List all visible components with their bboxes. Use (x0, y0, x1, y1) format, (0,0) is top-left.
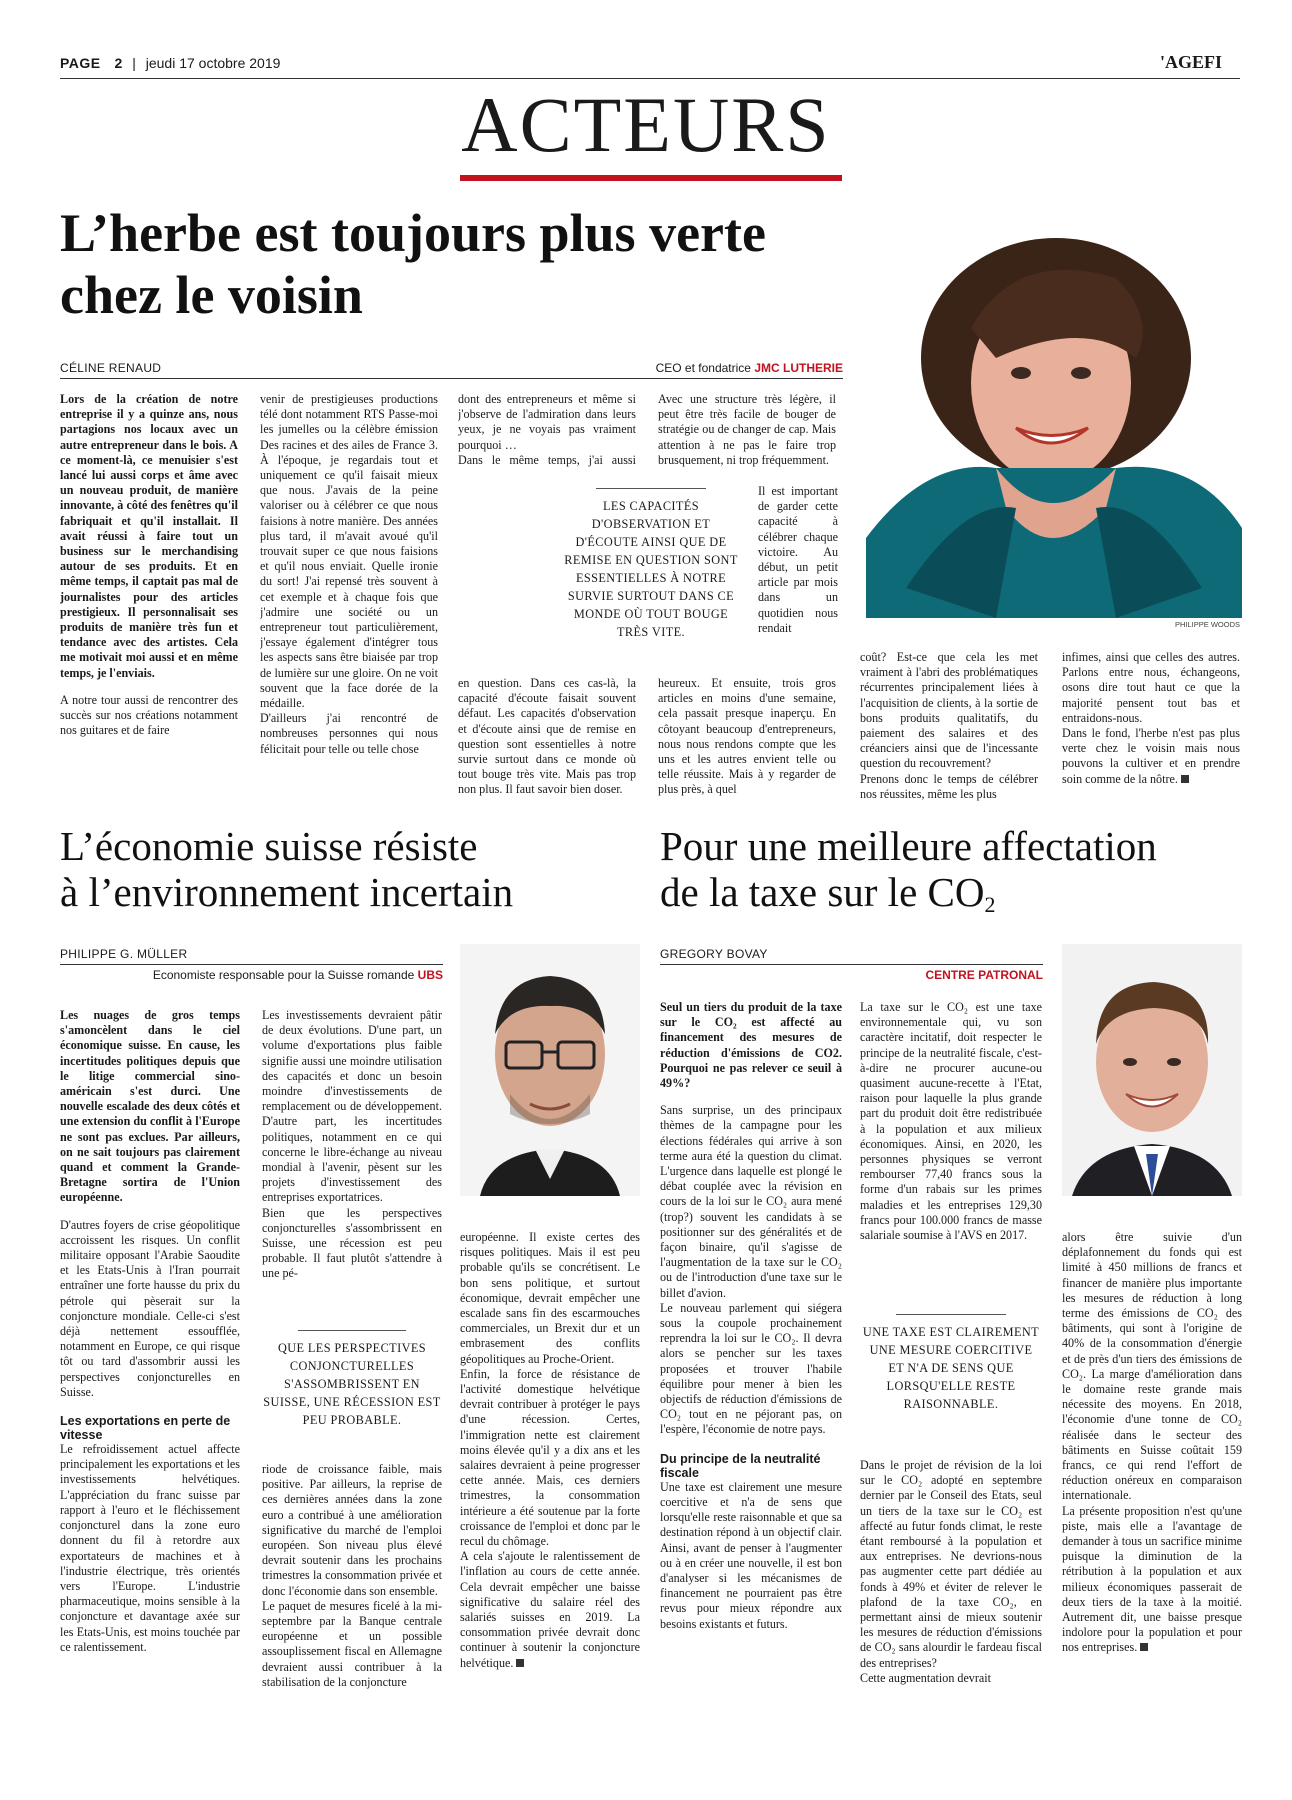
article1-column-1: Lors de la création de notre entreprise il y a quinze ans, nous partagions nos locaux avec un autre entrepreneur dans le bois. A ce moment-là, ce menuisier s'est lancé lui aussi corps et âme avec un nouveau produit, de manière innovante, à côté des fenêtres qu'il fabriquait et qu'il installait. Il avait réussi à faire tout un business sur le merchandising autour de ses produits. Et en même temps, il captait pas mal de journalistes pour des articles prestigieux. Il personnalisait ses produits de manière très fun et tendance avec des artistes. Cela me motivait moi aussi et en même temps, je l'enviais. A notre tour aussi de rencontrer des succès sur nos créations notamment nos guitares et de faire (60, 392, 238, 738)
article2-role: Economiste responsable pour la Suisse romande UBS (152, 968, 443, 982)
article2-author: PHILIPPE G. MÜLLER (60, 947, 188, 961)
article3-column-2-bottom: Dans le projet de révision de la loi sur le CO₂ adopté en septembre dernier par le Conseil des Etats, seul un tiers de la taxe sur le CO₂ est affecté au futur fonds climat, le reste étant remboursé à la population et aux entreprises. Ne devrions-nous pas augmenter cette part dédiée au fonds à 49% et éviter de relever le plafond de la taxe CO₂, en permettant ainsi de mieux soutenir les mesures de réduction d'émissions de CO₂ sans alourdir le fardeau fiscal des entreprises? Cette augmentation devrait (860, 1458, 1042, 1685)
section-underline (460, 175, 842, 181)
article2-pullquote: QUE LES PERSPECTIVES CONJONCTURELLES S'ASSOMBRISSENT EN SUISSE, UNE RÉCESSION EST PEU PROBABLE. (262, 1330, 442, 1429)
article2-photo (460, 944, 640, 1196)
article1-headline: L’herbe est toujours plus verte chez le voisin (60, 203, 766, 325)
article1-byline-rule (60, 378, 843, 379)
article1-column-6: infimes, ainsi que celles des autres. Parlons entre nous, échangeons, osons dire tout haut ce que la majorité pensent tout bas et entraidons-nous. Dans le fond, l'herbe n'est pas plus verte chez le voisin mais nous pouvons la cultiver et en prendre soin comme de la nôtre. (1062, 650, 1240, 786)
article1-column-3-left (458, 466, 550, 676)
article2-column-2-top: Les investissements devraient pâtir de deux évolutions. D'une part, un volume d'exportations plus faible signifie aussi une moindre utilisation des capacités et donc un besoin moindre d'investissements de remplacement ou de développement. D'autre part, les incertitudes politiques, notamment en ce qui concerne le libre-échange au niveau mondial à l'avenir, pèsent sur les projets d'investissement des entreprises exportatrices. Bien que les perspectives conjoncturelles s'assombrissent en Suisse, une récession est peu probable. Il faut plutôt s'attendre à une pé- (262, 1008, 442, 1281)
article2-byline-rule (60, 964, 443, 965)
article1-photo (866, 208, 1242, 618)
header-rule (60, 78, 1240, 79)
page-number: 2 (114, 55, 123, 71)
article2-column-2-bottom: riode de croissance faible, mais positive. Par ailleurs, la reprise de ces dernières années dans la zone euro a contribué à une amélioration significative du marché de l'emploi européen. Son niveau plus élevé devrait soutenir dans les prochains trimestres la consommation privée et donc l'économie dans son ensemble. Le paquet de mesures ficelé à la mi-septembre par la Banque centrale européenne et un possible assouplissement fiscal en Allemagne devraient aussi contribuer à la stabilisation de la conjoncture (262, 1462, 442, 1689)
section-title: ACTEURS (461, 81, 831, 168)
article1-column-2: venir de prestigieuses productions télé dont notamment RTS Passe-moi les jumelles ou la célèbre émission Des racines et des ailes de France 3. À l'époque, je regardais tout et uniquement ce qu'il faisait mieux que nous. J'avais de la peine valoriser ou à célébrer ce que nous faisions à notre manière. Des années plus tard, il m'avait avoué qu'il trouvait super ce que nous faisions et qu'il nous enviait. Quelle ironie du sort! J'ai repensé très souvent à cet exemple et à chaque fois que j'admire une société ou un entrepreneur tout particulièrement, j'essaye également d'intégrer tous les aspects sans être biaisée par trop de lumière sur une gloire. On ne voit souvent que la face dorée de la médaille. D'ailleurs j'ai rencontré de nombreuses personnes qui nous félicitait pour telle ou telle chose (260, 392, 438, 756)
article1-pullquote: LES CAPACITÉS D'OBSERVATION ET D'ÉCOUTE AINSI QUE DE REMISE EN QUESTION SONT ESSENTIELLES À NOTRE SURVIE SURTOUT DANS CE MONDE OÙ TOUT BOUGE TRÈS VITE. (560, 488, 742, 641)
article2-column-3: européenne. Il existe certes des risques politiques. Mais il est peu probable qu'ils se concrétisent. Le bon sens politique, et surtout économique, devrait empêcher une escalade sans fin des escarmouches commerciales, un Brexit dur et un embrasement des conflits géopolitiques au Proche-Orient. Enfin, la force de résistance de l'activité domestique helvétique devrait contribuer à protéger le pays d'une récession. Certes, l'immigration nette est clairement moins élevée qu'il y a dix ans et les salaires devraient à peine progresser cette année. Mais, ces derniers trimestres, la consommation intérieure a été soutenue par la forte croissance de l'emploi et donc par le recul du chômage. A cela s'ajoute le ralentissement de l'inflation au cours de cette année. Cela devrait empêcher une baisse significative du salaire réel des salariés suisses en 2019. La consommation privée devrait donc continuer à soutenir la conjoncture helvétique. (460, 1230, 640, 1670)
end-mark-icon (516, 1659, 524, 1667)
article3-company: CENTRE PATRONAL (925, 968, 1043, 982)
page-date: jeudi 17 octobre 2019 (145, 55, 281, 71)
article1-column-3-bottom: en question. Dans ces cas-là, la capacité d'écoute faisait souvent défaut. Les capacités d'observation et d'écoute ainsi que de remise en question sont essentielles à notre survie surtout dans ce monde où tout bouge très vite. Mais pas trop non plus. Il faut savoir bien doser. (458, 676, 636, 797)
article1-column-4-top: Avec une structure très légère, il peut être très facile de bouger de stratégie ou de changer de cap. Mais attention à ne pas le faire trop brusquement, ni trop fréquemment. (658, 392, 836, 467)
article2-company: UBS (417, 968, 443, 982)
article1-photo-credit: PHILIPPE WOODS (1174, 620, 1240, 629)
end-mark-icon (1140, 1643, 1148, 1651)
article1-author: CÉLINE RENAUD (60, 361, 162, 375)
article3-author: GREGORY BOVAY (660, 947, 768, 961)
end-mark-icon (1181, 775, 1189, 783)
article2-headline: L’économie suisse résiste à l’environnement incertain (60, 823, 514, 915)
article1-company: JMC LUTHERIE (754, 361, 843, 375)
article1-column-5: coût? Est-ce que cela les met vraiment à l'abri des problématiques récurrentes principalement liées à l'acquisition de clients, à la sortie de bons produits qualitatifs, du paiement des salaires et des créanciers ainsi que de l'incessante question du recouvrement? Prenons donc le temps de célébrer nos réussites, même les plus (860, 650, 1038, 801)
article3-byline-rule (660, 964, 1043, 965)
article3-column-2-top: La taxe sur le CO₂ est une taxe environnementale qui, vu son caractère incitatif, doit respecter le principe de la neutralité fiscale, c'est-à-dire ne procurer aucune-ou quasiment aucune-recette à l'Etat, raison pour laquelle la plus grande part du produit doit être redistribuée à la population et aux milieux économiques. Ainsi, en 2020, les personnes physiques se verront rembourser 77,40 francs sous la forme d'un rabais sur les primes maladies et les entreprises 129,30 francs pour 100.000 francs de masse salariale soumise à l'AVS en 2017. (860, 1000, 1042, 1243)
article3-column-1: Seul un tiers du produit de la taxe sur le CO₂ est affecté au financement des mesures de réduction d'émissions de CO2. Pourquoi ne pas relever ce seuil à 49%? Sans surprise, un des principaux thèmes de la campagne pour les élections fédérales qui arrive à son terme aura été la question du climat. L'urgence dans laquelle est plongé le débat couplée avec la révision en cours de la loi sur le CO₂ aura mené (trop?) souvent les candidats à se positionner sur des généralités et de façon binaire, qu'il s'agisse de l'augmentation de la taxe sur le CO₂ ou de l'introduction d'une taxe sur le billet d'avion. Le nouveau parlement qui siégera sous la coupole prochainement reprendra la loi sur le CO₂. Il devra alors se pencher sur les taxes proposées et trouver l'habile équilibre pour mener à bien les objectifs de réduction d'émissions de CO₂ tout en ne péjorant pas, on l'espère, l'économie de notre pays. Du principe de la neutralité fiscale Une taxe est clairement une mesure coercitive et n'a de sens que lorsqu'elle reste raisonnable et que sa destination répond à un objectif clair. Ainsi, avant de penser à l'augmenter ou à en créer une nouvelle, il est bon d'analyser si les mécanismes de financement ne pourraient pas être revus pour mieux répondre aux besoins existants et futurs. (660, 1000, 842, 1631)
page-label: PAGE (60, 55, 101, 71)
page-header: PAGE 2 | jeudi 17 octobre 2019 (60, 55, 281, 71)
article1-column-4-right: Il est important de garder cette capacité à célébrer chaque victoire. Au début, un petit article par mois dans un quotidien nous rendait (758, 484, 838, 635)
article3-pullquote: UNE TAXE EST CLAIREMENT UNE MESURE COERCITIVE ET N'A DE SENS QUE LORSQU'ELLE RESTE RAISONNABLE. (860, 1314, 1042, 1413)
article3-column-3: alors être suivie d'un déplafonnement du fonds qui est limité à 450 millions de francs et financer de manière plus importante les mesures de réduction à long terme des émissions de CO₂ des bâtiments, qui sont à l'origine de 40% de la consommation d'énergie et de près d'un tiers des émissions de CO₂. La marge d'amélioration dans le domaine reste grande mais nécessite des moyens. En 2018, l'économie d'une tonne de CO₂ réalisée dans le secteur des bâtiments en Suisse coûtait 159 francs, ce qui rend l'effort de réduction onéreux en comparaison internationale. La présente proposition n'est qu'une piste, mais elle a l'avantage de demander à tous un sacrifice minime puisque la diminution de la rétribution à la population et aux milieux économiques passerait de deux tiers de la taxe à la moitié. Autrement dit, une baisse presque indolore pour la population et pour nos entreprises. (1062, 1230, 1242, 1655)
article1-column-4-bottom: heureux. Et ensuite, trois gros articles en moins d'une semaine, cela passait presque inaperçu. En côtoyant beaucoup d'entrepreneurs, nous nous rendons compte que les uns et les autres envient telle ou telle réussite. Mais à y regarder de plus près, à quel (658, 676, 836, 797)
article3-photo (1062, 944, 1242, 1196)
article1-column-3-top: dont des entrepreneurs et même si j'observe de l'admiration dans leurs yeux, je ne voyais pas vraiment pourquoi … Dans le même temps, j'ai aussi (458, 392, 636, 467)
article2-column-1: Les nuages de gros temps s'amoncèlent dans le ciel économique suisse. En cause, les incertitudes politiques depuis que le litige commercial sino-américain s'est durci. Une nouvelle escalade des deux côtés et une extension du conflit à l'Europe ne sont pas exclues. Par ailleurs, on ne sait toujours pas clairement quand et comment la Grande-Bretagne sortira de l'Union européenne. D'autres foyers de crise géopolitique accroissent les risques. Un conflit militaire opposant l'Arabie Saoudite et les Etats-Unis à l'Iran pourrait entraîner une forte hausse du prix du pétrole qui pèserait sur la conjoncture mondiale. Celle-ci s'est déjà nettement essoufflée, notamment en Europe, ce qui risque tôt ou tard d'assombrir aussi les perspectives conjoncturelles en Suisse. Les exportations en perte de vitesse Le refroidissement actuel affecte principalement les exportations et les investissements helvétiques. L'appréciation du franc suisse par rapport à l'euro et le fléchissement conjoncturel dans la zone euro donnent du fil à retordre aux exportateurs de machines et à l'industrie électrique, très orientés vers l'Europe. L'industrie pharmaceutique, moins sensible à la conjoncture et davantage axée sur les Etats-Unis, est moins touchée par ce ralentissement. (60, 1008, 240, 1654)
logo: 'AGEFI (1160, 52, 1223, 72)
article1-role: CEO et fondatrice JMC LUTHERIE (655, 361, 843, 375)
article3-headline: Pour une meilleure affectation de la taxe sur le CO2 (660, 823, 1157, 917)
